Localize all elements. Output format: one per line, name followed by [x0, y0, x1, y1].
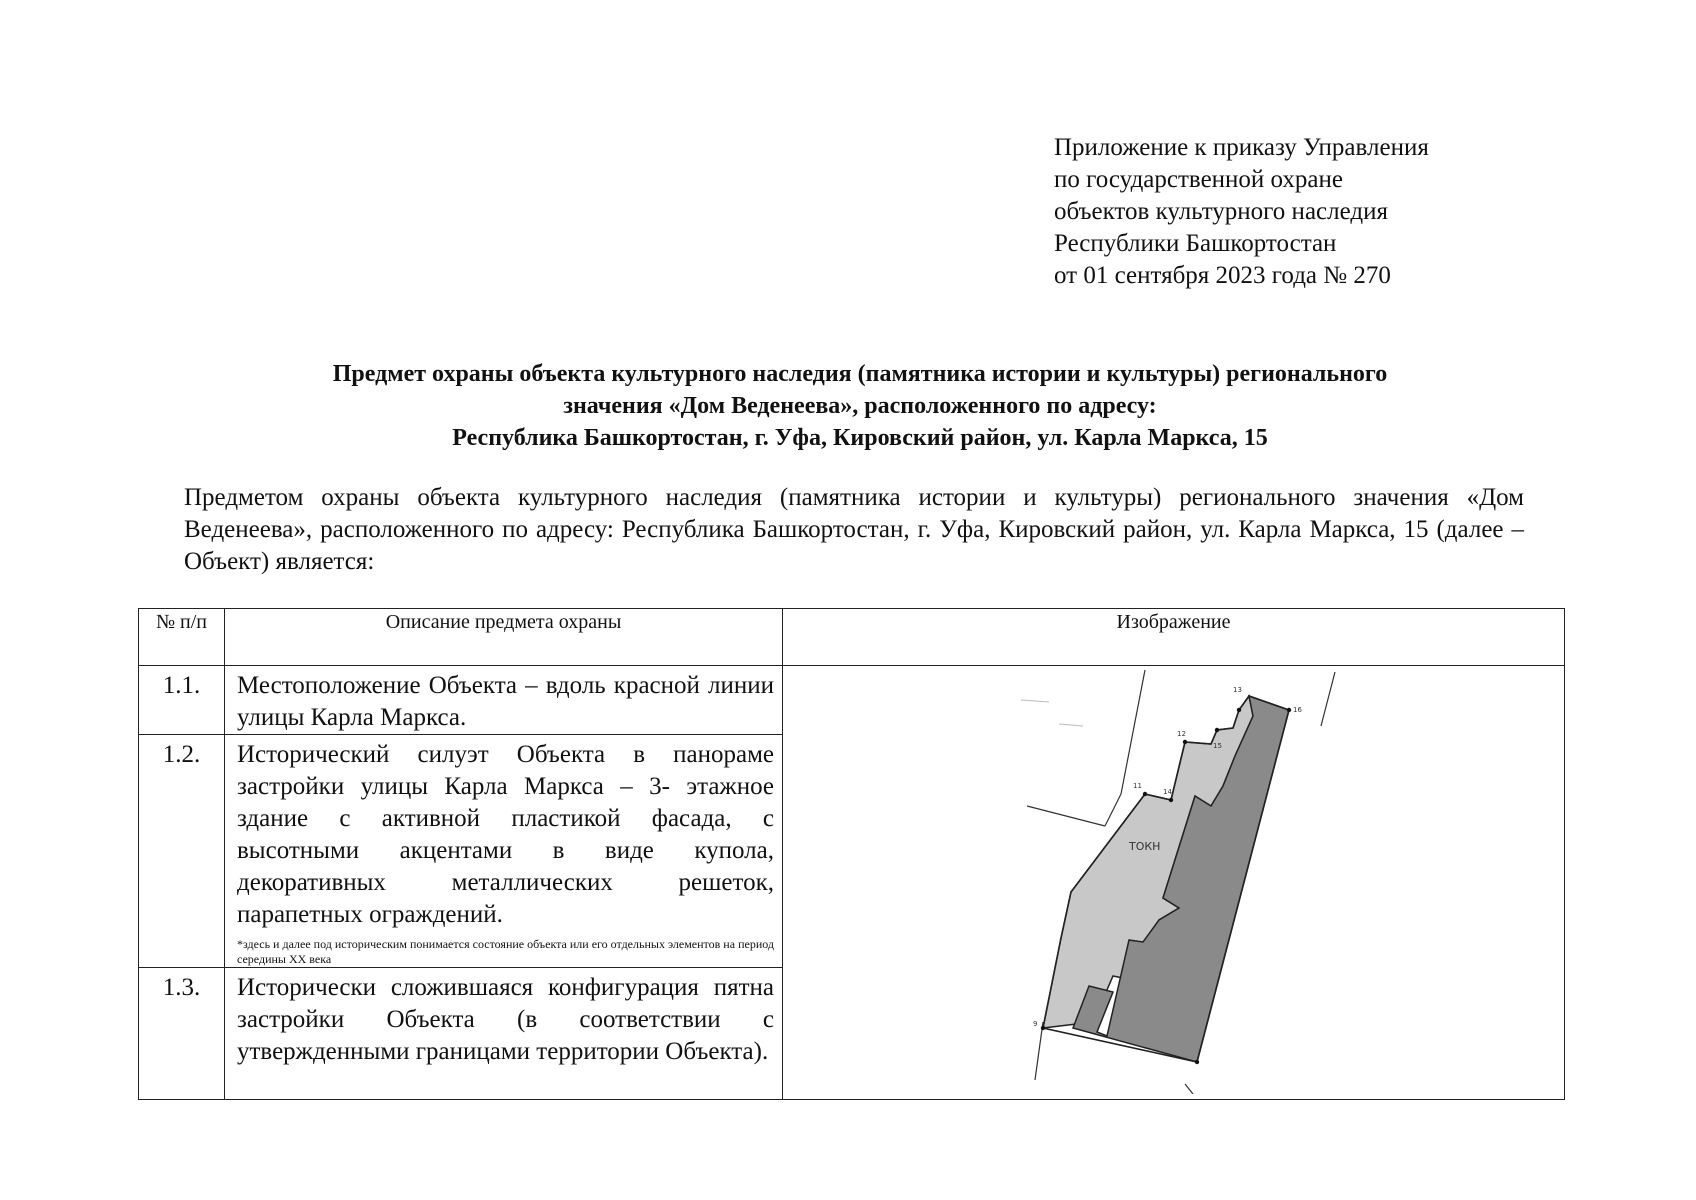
protection-table — [138, 608, 1565, 1100]
plan-label-tokn: ТОКН — [1129, 840, 1161, 853]
plan-point — [1143, 792, 1147, 796]
document-title — [140, 358, 1580, 454]
plan-point — [1169, 798, 1173, 802]
point-label: 15 — [1213, 742, 1222, 750]
site-plan-drawing — [783, 666, 1565, 1094]
row-description-text: Исторический силуэт Объекта в панораме застройки улицы Карла Маркса – 3- этажное здание с активной пластикой фасада, с высотными акцентами в виде купола, декоративных металлических решеток, парапетных ограждений. — [237, 741, 774, 928]
row-description — [225, 968, 783, 1100]
plan-point — [1237, 708, 1241, 712]
boundary-line — [1185, 1084, 1193, 1094]
title-line: Республика Башкортостан, г. Уфа, Кировский район, ул. Карла Маркса, 15 — [452, 425, 1268, 451]
point-label: 9 — [1033, 1020, 1038, 1028]
boundary-line — [1321, 672, 1335, 726]
header-image: Изображение — [783, 609, 1565, 666]
point-label: 13 — [1233, 686, 1242, 694]
appendix-line: от 01 сентября 2023 года № 270 — [1054, 262, 1391, 289]
point-label: 14 — [1163, 788, 1172, 796]
appendix-line: Республики Башкортостан — [1054, 230, 1337, 257]
boundary-line — [1121, 670, 1145, 794]
boundary-line — [1027, 806, 1105, 826]
boundary-line — [1105, 794, 1121, 826]
boundary-line — [1021, 700, 1049, 702]
header-number: № п/п — [139, 609, 225, 666]
intro-paragraph: Предметом охраны объекта культурного наследия (памятника истории и культуры) регионального значения «Дом Веденеева», расположенного по адресу: Республика Башкортостан, г. Уфа, Кировский район, ул. Карла Маркса, 15 (далее – Объект) является: — [184, 484, 1524, 575]
point-label: 11 — [1133, 782, 1142, 790]
title-line: Предмет охраны объекта культурного наследия (памятника истории и культуры) регионального — [332, 361, 1388, 387]
table-header-row — [139, 609, 1565, 666]
row-number: 1.3. — [139, 968, 225, 1100]
plan-point — [1183, 740, 1187, 744]
appendix-line: по государственной охране — [1054, 166, 1344, 193]
plan-image-cell — [783, 666, 1565, 1100]
row-footnote: *здесь и далее под историческим понимается состояние объекта или его отдельных элементов на период середины XX века — [237, 937, 774, 966]
plan-point — [1195, 1060, 1199, 1064]
row-number: 1.1. — [139, 666, 225, 735]
appendix-block — [1054, 132, 1429, 292]
title-line: значения «Дом Веденеева», расположенного по адресу: — [563, 393, 1157, 419]
plan-point — [1287, 708, 1291, 712]
row-description-text: Местоположение Объекта – вдоль красной линии улицы Карла Маркса. — [237, 672, 774, 731]
appendix-line: объектов культурного наследия — [1054, 198, 1388, 225]
plan-point — [1041, 1026, 1045, 1030]
row-description — [225, 666, 783, 735]
appendix-line: Приложение к приказу Управления — [1054, 134, 1429, 161]
table-row — [139, 666, 1565, 735]
point-label: 16 — [1293, 706, 1302, 714]
boundary-line — [1059, 724, 1083, 726]
row-number: 1.2. — [139, 735, 225, 968]
point-label: 12 — [1177, 730, 1186, 738]
boundary-line — [1035, 1022, 1043, 1080]
row-description — [225, 735, 783, 968]
row-description-text: Исторически сложившаяся конфигурация пятна застройки Объекта (в соответствии с утвержденными границами территории Объекта). — [237, 974, 774, 1065]
header-description: Описание предмета охраны — [225, 609, 783, 666]
plan-point — [1215, 728, 1219, 732]
